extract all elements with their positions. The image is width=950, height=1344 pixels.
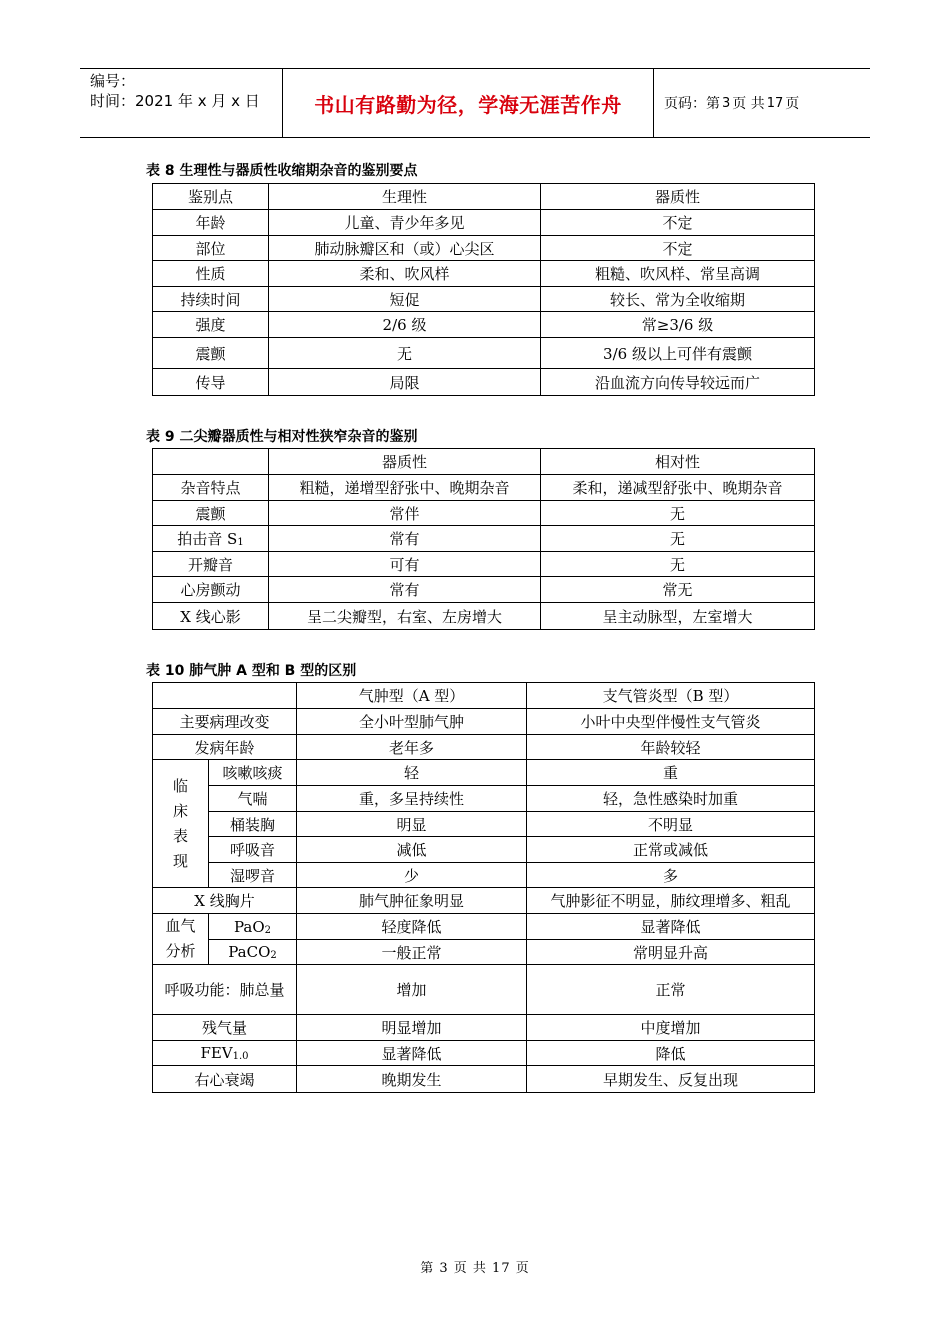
table-cell: 气肿影征不明显，肺纹理增多、粗乱 xyxy=(527,888,815,914)
table-cell: 右心衰竭 xyxy=(153,1066,297,1093)
table-cell: 主要病理改变 xyxy=(153,709,297,735)
table-row xyxy=(153,603,815,630)
header-cell: 生理性 xyxy=(269,184,541,210)
table-row xyxy=(153,965,815,1015)
table-cell: 常明显升高 xyxy=(527,940,815,965)
blood-gas-line: 分析 xyxy=(165,942,196,960)
table-cell: 中度增加 xyxy=(527,1015,815,1041)
table-row xyxy=(153,1066,815,1093)
table-row xyxy=(153,369,815,396)
page-suffix: 页 xyxy=(785,96,800,112)
header-cell: 支气管炎型（B 型） xyxy=(527,683,815,709)
table-header-row xyxy=(153,184,815,210)
table-cell: 常≥3/6 级 xyxy=(541,312,815,338)
header-meta xyxy=(80,69,282,137)
table-row xyxy=(153,501,815,526)
table-cell: 轻度降低 xyxy=(297,914,527,940)
table10 xyxy=(152,682,815,1093)
table-row xyxy=(153,312,815,338)
table-cell xyxy=(153,526,269,552)
table-cell: 气喘 xyxy=(209,786,297,812)
table-cell: 震颤 xyxy=(153,501,269,526)
table-cell: 减低 xyxy=(297,837,527,863)
table-cell: X 线胸片 xyxy=(153,888,297,914)
header-cell xyxy=(153,683,297,709)
header-cell: 器质性 xyxy=(541,184,815,210)
table-cell xyxy=(209,940,297,965)
table-row xyxy=(153,577,815,603)
table-row xyxy=(153,812,815,837)
table-cell: 不定 xyxy=(541,236,815,261)
table-row xyxy=(153,261,815,287)
blood-gas-group-label xyxy=(153,914,209,965)
table-row xyxy=(153,914,815,940)
table-header-row xyxy=(153,683,815,709)
table-row xyxy=(153,287,815,312)
s1-subscript: 1 xyxy=(237,537,244,548)
table-cell: 显著降低 xyxy=(297,1041,527,1066)
table-cell: 残气量 xyxy=(153,1015,297,1041)
table-row xyxy=(153,210,815,236)
table-cell: 晚期发生 xyxy=(297,1066,527,1093)
table-cell xyxy=(153,1041,297,1066)
page-total: 17 xyxy=(766,95,784,111)
table-cell: 一般正常 xyxy=(297,940,527,965)
table-row xyxy=(153,863,815,888)
table-cell: 呈二尖瓣型，右室、左房增大 xyxy=(269,603,541,630)
header-cell: 相对性 xyxy=(541,449,815,475)
page-header xyxy=(80,68,870,138)
table-row xyxy=(153,475,815,501)
table-cell: 常无 xyxy=(541,577,815,603)
table-cell: 全小叶型肺气肿 xyxy=(297,709,527,735)
table-cell: 小叶中央型伴慢性支气管炎 xyxy=(527,709,815,735)
page-prefix: 页码：第 xyxy=(664,96,720,112)
table-cell: 柔和，递减型舒张中、晚期杂音 xyxy=(541,475,815,501)
clinical-group-label xyxy=(153,760,209,888)
table-cell: 开瓣音 xyxy=(153,552,269,577)
table-cell: X 线心影 xyxy=(153,603,269,630)
header-motto: 书山有路勤为径，学海无涯苦作舟 xyxy=(282,69,654,137)
table-cell: 湿啰音 xyxy=(209,863,297,888)
table-cell: 常有 xyxy=(269,526,541,552)
table-cell: 年龄 xyxy=(153,210,269,236)
table-row xyxy=(153,1015,815,1041)
table-row xyxy=(153,940,815,965)
table-row xyxy=(153,236,815,261)
table-cell: 增加 xyxy=(297,965,527,1015)
table-cell: 无 xyxy=(541,501,815,526)
table-row xyxy=(153,1041,815,1066)
table-cell xyxy=(209,914,297,940)
blood-gas-line: 血气 xyxy=(165,917,196,935)
table-cell: 正常 xyxy=(527,965,815,1015)
s1-label: 拍击音 S xyxy=(177,530,238,548)
table-cell: 常有 xyxy=(269,577,541,603)
table9-caption: 表 9 二尖瓣器质性与相对性狭窄杂音的鉴别 xyxy=(146,429,418,445)
page-current: 3 xyxy=(722,95,731,111)
paco2-subscript: 2 xyxy=(270,950,277,961)
table-cell: 部位 xyxy=(153,236,269,261)
table-row xyxy=(153,709,815,735)
table-cell: 降低 xyxy=(527,1041,815,1066)
table-cell: 可有 xyxy=(269,552,541,577)
table-header-row xyxy=(153,449,815,475)
header-cell: 气肿型（A 型） xyxy=(297,683,527,709)
table-cell: 不明显 xyxy=(527,812,815,837)
table-cell: 性质 xyxy=(153,261,269,287)
clinical-group-char: 临 xyxy=(172,776,188,795)
table-cell: 无 xyxy=(541,526,815,552)
table-cell: 重，多呈持续性 xyxy=(297,786,527,812)
table-cell: 显著降低 xyxy=(527,914,815,940)
header-page-info xyxy=(654,69,870,137)
table-cell: 柔和、吹风样 xyxy=(269,261,541,287)
page-footer: 第 3 页 共 17 页 xyxy=(420,1261,530,1276)
table-row xyxy=(153,837,815,863)
table-cell: 无 xyxy=(269,338,541,369)
table9 xyxy=(152,448,815,630)
time-label: 时间：2021 年 x 月 x 日 xyxy=(90,92,260,110)
table-cell: 短促 xyxy=(269,287,541,312)
table-cell: 粗糙、吹风样、常呈高调 xyxy=(541,261,815,287)
table-cell: 肺气肿征象明显 xyxy=(297,888,527,914)
header-cell: 器质性 xyxy=(269,449,541,475)
fev-label: FEV xyxy=(200,1044,233,1062)
table-cell: 不定 xyxy=(541,210,815,236)
table8 xyxy=(152,183,815,396)
table-cell: 强度 xyxy=(153,312,269,338)
table-cell: 明显增加 xyxy=(297,1015,527,1041)
clinical-group-char: 现 xyxy=(172,851,188,870)
table-row xyxy=(153,735,815,760)
header-cell: 鉴别点 xyxy=(153,184,269,210)
table-cell: 较长、常为全收缩期 xyxy=(541,287,815,312)
table-row xyxy=(153,552,815,577)
table-cell: 桶装胸 xyxy=(209,812,297,837)
table-cell: 轻 xyxy=(297,760,527,786)
table-cell: 呈主动脉型，左室增大 xyxy=(541,603,815,630)
table-cell: 正常或减低 xyxy=(527,837,815,863)
page-mid: 页 共 xyxy=(732,96,765,112)
clinical-group-char: 床 xyxy=(172,801,188,820)
table-cell: 呼吸功能：肺总量 xyxy=(153,965,297,1015)
table-row xyxy=(153,760,815,786)
table-cell: 局限 xyxy=(269,369,541,396)
fev-subscript: 1.0 xyxy=(232,1051,249,1062)
table-cell: 少 xyxy=(297,863,527,888)
table-row xyxy=(153,786,815,812)
table-row xyxy=(153,338,815,369)
table-cell: 沿血流方向传导较远而广 xyxy=(541,369,815,396)
table-cell: 儿童、青少年多见 xyxy=(269,210,541,236)
table-cell: 年龄较轻 xyxy=(527,735,815,760)
table-cell: 发病年龄 xyxy=(153,735,297,760)
table-cell: 明显 xyxy=(297,812,527,837)
table-cell: 粗糙，递增型舒张中、晚期杂音 xyxy=(269,475,541,501)
clinical-group-char: 表 xyxy=(172,826,188,845)
paco2-label: PaCO xyxy=(228,943,271,961)
table-cell: 常伴 xyxy=(269,501,541,526)
table-row xyxy=(153,526,815,552)
table-cell: 咳嗽咳痰 xyxy=(209,760,297,786)
table-row xyxy=(153,888,815,914)
pao2-subscript: 2 xyxy=(264,924,272,936)
table-cell: 持续时间 xyxy=(153,287,269,312)
table-cell: 震颤 xyxy=(153,338,269,369)
table-cell: 多 xyxy=(527,863,815,888)
table-cell: 重 xyxy=(527,760,815,786)
table-cell: 肺动脉瓣区和（或）心尖区 xyxy=(269,236,541,261)
table-cell: 老年多 xyxy=(297,735,527,760)
table-cell: 早期发生、反复出现 xyxy=(527,1066,815,1093)
table-cell: 呼吸音 xyxy=(209,837,297,863)
table-cell: 无 xyxy=(541,552,815,577)
number-label: 编号： xyxy=(90,72,136,90)
table8-caption: 表 8 生理性与器质性收缩期杂音的鉴别要点 xyxy=(146,163,418,179)
pao2-label: PaO xyxy=(233,917,265,936)
table-cell: 2/6 级 xyxy=(269,312,541,338)
table-cell: 传导 xyxy=(153,369,269,396)
table-cell: 轻，急性感染时加重 xyxy=(527,786,815,812)
table-cell: 心房颤动 xyxy=(153,577,269,603)
table-cell: 杂音特点 xyxy=(153,475,269,501)
header-cell xyxy=(153,449,269,475)
table-cell: 3/6 级以上可伴有震颤 xyxy=(541,338,815,369)
table10-caption: 表 10 肺气肿 A 型和 B 型的区别 xyxy=(146,663,357,679)
